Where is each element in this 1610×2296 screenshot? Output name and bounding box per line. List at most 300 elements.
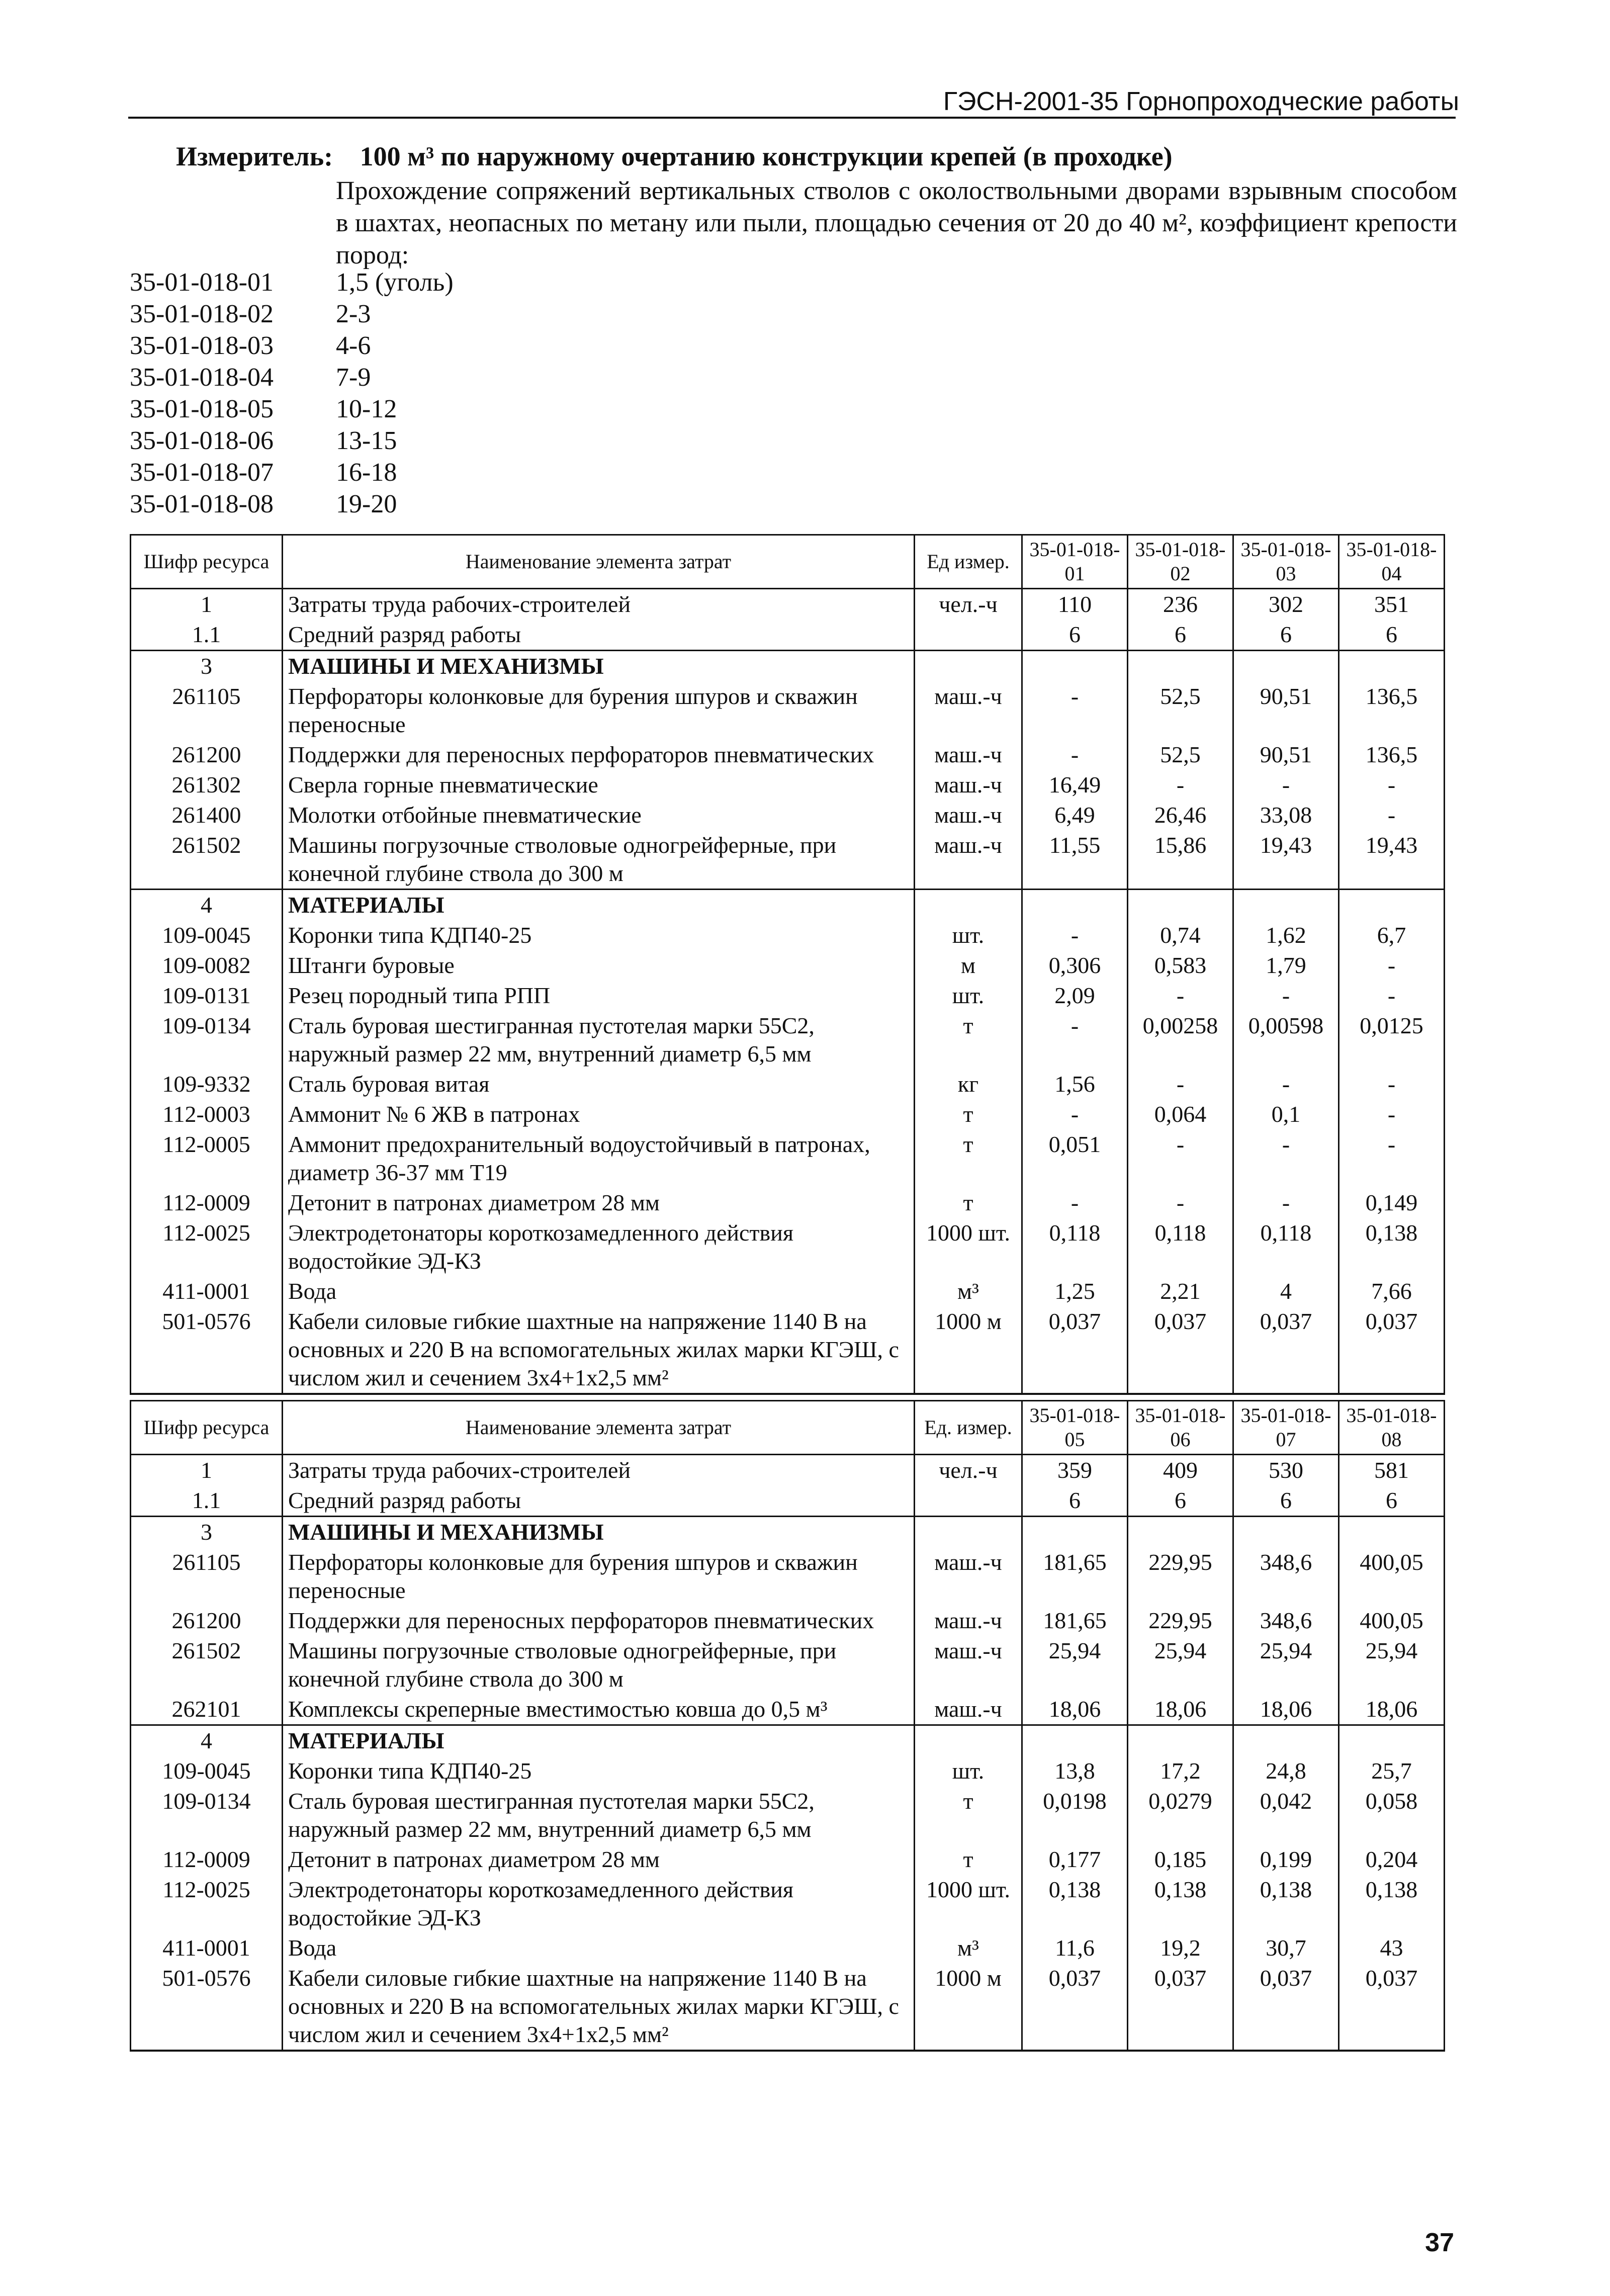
norm-value: - [1128, 1129, 1233, 1188]
table-row [131, 1844, 1445, 1875]
header-rule [128, 117, 1456, 119]
norm-value: 229,95 [1128, 1547, 1233, 1606]
resource-table-1 [130, 534, 1445, 1395]
norm-value: 0,051 [1022, 1129, 1128, 1188]
section-row [131, 651, 1445, 682]
norm-value: 6 [1233, 620, 1339, 651]
norm-value: 11,55 [1022, 830, 1128, 890]
norm-code: 35-01-018-01 [130, 268, 274, 297]
norm-value: 52,5 [1128, 681, 1233, 740]
norm-value: 33,08 [1233, 800, 1339, 830]
table-row [131, 740, 1445, 770]
cost-element-name: Сталь буровая витая [283, 1069, 915, 1099]
unit: шт. [915, 981, 1022, 1011]
rock-hardness-value: 4-6 [336, 331, 371, 360]
unit: кг [915, 1069, 1022, 1099]
norm-value: 11,6 [1022, 1933, 1128, 1963]
table-row [131, 1218, 1445, 1276]
norm-value: 348,6 [1233, 1606, 1339, 1636]
page-number: 37 [1425, 2228, 1454, 2257]
norm-code: 35-01-018-03 [130, 331, 274, 360]
norm-value: 25,94 [1233, 1636, 1339, 1694]
norm-value: 13,8 [1022, 1756, 1128, 1786]
norm-value: 0,199 [1233, 1844, 1339, 1875]
rock-hardness-value: 1,5 (уголь) [336, 268, 454, 297]
cost-element-name: Детонит в патронах диаметром 28 мм [283, 1188, 915, 1218]
resource-code: 262101 [131, 1694, 283, 1725]
norm-value: 0,00258 [1128, 1011, 1233, 1069]
rock-hardness-value: 10-12 [336, 395, 397, 423]
unit [915, 1485, 1022, 1517]
resource-code: 261105 [131, 1547, 283, 1606]
work-description: Прохождение сопряжений вертикальных стволов с околоствольными дворами взрывным способом в шахтах, неопасных по метану или пыли, площадью сечения от 20 до 40 м², коэффициент крепости пород: [336, 176, 1457, 270]
section-row [131, 1517, 1445, 1548]
norm-value [1339, 1725, 1445, 1756]
resource-code: 501-0576 [131, 1306, 283, 1394]
meter-line [176, 141, 1173, 172]
col-header-norm: 35-01-018-02 [1128, 535, 1233, 589]
norm-value: 0,204 [1339, 1844, 1445, 1875]
unit: м³ [915, 1276, 1022, 1306]
resource-code: 261502 [131, 830, 283, 890]
norm-value: 348,6 [1233, 1547, 1339, 1606]
norm-value: 6,49 [1022, 800, 1128, 830]
table-header-row [131, 1401, 1445, 1455]
norm-value: 26,46 [1128, 800, 1233, 830]
unit: маш.-ч [915, 740, 1022, 770]
norm-value: 18,06 [1339, 1694, 1445, 1725]
unit: чел.-ч [915, 589, 1022, 620]
norm-value: 0,138 [1128, 1875, 1233, 1933]
norm-value: - [1128, 981, 1233, 1011]
cost-element-name: Затраты труда рабочих-строителей [283, 1455, 915, 1486]
norm-code: 35-01-018-05 [130, 395, 274, 423]
running-header: ГЭСН-2001-35 Горнопроходческие работы [943, 87, 1459, 116]
table-row [131, 800, 1445, 830]
resource-table-2 [130, 1400, 1445, 2052]
rock-hardness-value: 13-15 [336, 426, 397, 455]
norm-value: 0,037 [1233, 1306, 1339, 1394]
norm-code-item [130, 393, 454, 425]
resource-code: 261200 [131, 1606, 283, 1636]
norm-value: 0,149 [1339, 1188, 1445, 1218]
norm-value: - [1022, 1011, 1128, 1069]
norm-value: 136,5 [1339, 681, 1445, 740]
unit: т [915, 1188, 1022, 1218]
norm-value [1233, 890, 1339, 921]
cost-element-name: Электродетонаторы короткозамедленного действия водостойкие ЭД-КЗ [283, 1875, 915, 1933]
norm-value: - [1022, 1188, 1128, 1218]
table-row [131, 981, 1445, 1011]
norm-value: 0,0125 [1339, 1011, 1445, 1069]
norm-value: 0,185 [1128, 1844, 1233, 1875]
cost-element-name: Электродетонаторы короткозамедленного действия водостойкие ЭД-КЗ [283, 1218, 915, 1276]
table-row [131, 950, 1445, 981]
norm-value: - [1128, 1188, 1233, 1218]
table-row [131, 920, 1445, 950]
cost-element-name: Машины погрузочные ствoловые одногрейферные, при конечной глубине ствола до 300 м [283, 830, 915, 890]
resource-code: 109-0045 [131, 1756, 283, 1786]
norm-value: 19,2 [1128, 1933, 1233, 1963]
norm-value: - [1022, 920, 1128, 950]
table-row [131, 1276, 1445, 1306]
unit [915, 1517, 1022, 1548]
norm-value: 52,5 [1128, 740, 1233, 770]
norm-value: 0,064 [1128, 1099, 1233, 1129]
norm-value: 0,037 [1128, 1963, 1233, 2051]
resource-code: 112-0005 [131, 1129, 283, 1188]
cost-element-name: Поддержки для переносных перфораторов пневматических [283, 1606, 915, 1636]
unit: 1000 шт. [915, 1875, 1022, 1933]
norm-value: - [1339, 1099, 1445, 1129]
norm-value [1128, 1517, 1233, 1548]
cost-element-name: Машины погрузочные ствoловые одногрейферные, при конечной глубине ствола до 300 м [283, 1636, 915, 1694]
unit: м [915, 950, 1022, 981]
resource-code: 112-0009 [131, 1188, 283, 1218]
norm-code-item [130, 425, 454, 457]
cost-element-name: МАТЕРИАЛЫ [283, 1725, 915, 1756]
norm-code: 35-01-018-07 [130, 458, 274, 487]
norm-value: 0,177 [1022, 1844, 1128, 1875]
unit: маш.-ч [915, 800, 1022, 830]
norm-value: 0,118 [1022, 1218, 1128, 1276]
table-row [131, 1188, 1445, 1218]
norm-code-item [130, 267, 454, 298]
col-header-name: Наименование элемента затрат [283, 535, 915, 589]
cost-element-name: Поддержки для переносных перфораторов пневматических [283, 740, 915, 770]
norm-value: 136,5 [1339, 740, 1445, 770]
norm-value: 1,56 [1022, 1069, 1128, 1099]
cost-element-name: Сталь буровая шестигранная пустотелая марки 55С2, наружный размер 22 мм, внутренний диаметр 6,5 мм [283, 1786, 915, 1844]
resource-code: 109-0134 [131, 1011, 283, 1069]
table-row [131, 1694, 1445, 1725]
resource-code: 1.1 [131, 1485, 283, 1517]
norm-code-item [130, 330, 454, 362]
norm-value [1022, 1517, 1128, 1548]
unit [915, 890, 1022, 921]
resource-code: 112-0025 [131, 1875, 283, 1933]
table-row [131, 1011, 1445, 1069]
col-header-unit: Ед измер. [915, 535, 1022, 589]
norm-value: 6,7 [1339, 920, 1445, 950]
norm-code-item [130, 362, 454, 393]
norm-value: 0,037 [1339, 1963, 1445, 2051]
norm-value: - [1233, 1188, 1339, 1218]
cost-element-name: Молотки отбойные пневматические [283, 800, 915, 830]
cost-element-name: Сверла горные пневматические [283, 770, 915, 800]
norm-code-list [130, 267, 454, 520]
norm-value [1233, 651, 1339, 682]
norm-value: 0,138 [1022, 1875, 1128, 1933]
resource-code: 261302 [131, 770, 283, 800]
unit: 1000 шт. [915, 1218, 1022, 1276]
unit: т [915, 1099, 1022, 1129]
unit [915, 651, 1022, 682]
norm-code: 35-01-018-02 [130, 300, 274, 328]
cost-element-name: Аммонит № 6 ЖВ в патронах [283, 1099, 915, 1129]
table-row [131, 1455, 1445, 1486]
norm-value: 19,43 [1233, 830, 1339, 890]
norm-value: 6 [1022, 620, 1128, 651]
resource-code: 261105 [131, 681, 283, 740]
norm-value: - [1022, 1099, 1128, 1129]
norm-value: 6 [1128, 1485, 1233, 1517]
col-header-norm: 35-01-018-05 [1022, 1401, 1128, 1455]
norm-value: - [1233, 981, 1339, 1011]
cost-element-name: МАШИНЫ И МЕХАНИЗМЫ [283, 1517, 915, 1548]
col-header-name: Наименование элемента затрат [283, 1401, 915, 1455]
norm-value [1339, 651, 1445, 682]
norm-value: - [1339, 800, 1445, 830]
norm-value: 90,51 [1233, 740, 1339, 770]
norm-value: 236 [1128, 589, 1233, 620]
table-row [131, 1756, 1445, 1786]
resource-code: 112-0009 [131, 1844, 283, 1875]
resource-code: 261200 [131, 740, 283, 770]
unit: м³ [915, 1933, 1022, 1963]
norm-value: 7,66 [1339, 1276, 1445, 1306]
cost-element-name: Затраты труда рабочих-строителей [283, 589, 915, 620]
norm-value: 181,65 [1022, 1547, 1128, 1606]
norm-value: 18,06 [1128, 1694, 1233, 1725]
norm-value [1233, 1725, 1339, 1756]
unit: шт. [915, 1756, 1022, 1786]
norm-value: 0,037 [1233, 1963, 1339, 2051]
norm-value: 0,118 [1233, 1218, 1339, 1276]
norm-value [1128, 1725, 1233, 1756]
unit: маш.-ч [915, 1636, 1022, 1694]
col-header-code: Шифр ресурса [131, 535, 283, 589]
section-row [131, 1725, 1445, 1756]
norm-value: 1,25 [1022, 1276, 1128, 1306]
norm-value: 0,138 [1339, 1875, 1445, 1933]
unit [915, 1725, 1022, 1756]
resource-code: 109-0134 [131, 1786, 283, 1844]
table-row [131, 1933, 1445, 1963]
norm-value: 1,79 [1233, 950, 1339, 981]
cost-element-name: Резец породный типа РПП [283, 981, 915, 1011]
norm-value: 0,138 [1339, 1218, 1445, 1276]
unit: т [915, 1011, 1022, 1069]
norm-value: - [1128, 770, 1233, 800]
resource-code: 1 [131, 1455, 283, 1486]
norm-value: 25,7 [1339, 1756, 1445, 1786]
norm-value: 19,43 [1339, 830, 1445, 890]
table-row [131, 770, 1445, 800]
table-row [131, 681, 1445, 740]
norm-value: 18,06 [1233, 1694, 1339, 1725]
norm-value: 0,037 [1339, 1306, 1445, 1394]
resource-code: 109-0131 [131, 981, 283, 1011]
norm-value: 0,00598 [1233, 1011, 1339, 1069]
norm-value: - [1128, 1069, 1233, 1099]
norm-value [1128, 890, 1233, 921]
norm-value: - [1339, 1129, 1445, 1188]
norm-code-item [130, 457, 454, 488]
resource-code: 109-0045 [131, 920, 283, 950]
cost-element-name: МАТЕРИАЛЫ [283, 890, 915, 921]
norm-code: 35-01-018-06 [130, 426, 274, 455]
norm-value: 25,94 [1022, 1636, 1128, 1694]
unit: т [915, 1844, 1022, 1875]
norm-value: 0,042 [1233, 1786, 1339, 1844]
cost-element-name: Кабели силовые гибкие шахтные на напряжение 1140 В на основных и 220 В на вспомогательных жилах марки КГЭШ, с числом жил и сечением 3х4+1х2,5 мм² [283, 1963, 915, 2051]
table-row [131, 620, 1445, 651]
norm-value: 0,037 [1022, 1306, 1128, 1394]
norm-value: 25,94 [1339, 1636, 1445, 1694]
norm-value: 2,21 [1128, 1276, 1233, 1306]
unit: маш.-ч [915, 830, 1022, 890]
norm-value: 15,86 [1128, 830, 1233, 890]
norm-value: 229,95 [1128, 1606, 1233, 1636]
cost-element-name: Аммонит предохранительный водоустойчивый в патронах, диаметр 36-37 мм Т19 [283, 1129, 915, 1188]
resource-code: 261502 [131, 1636, 283, 1694]
norm-value: 90,51 [1233, 681, 1339, 740]
unit: маш.-ч [915, 770, 1022, 800]
col-header-unit: Ед. измер. [915, 1401, 1022, 1455]
norm-value: 0,74 [1128, 920, 1233, 950]
norm-value: - [1339, 1069, 1445, 1099]
norm-value: - [1233, 1069, 1339, 1099]
norm-value: 0,058 [1339, 1786, 1445, 1844]
norm-value: 17,2 [1128, 1756, 1233, 1786]
norm-value: 18,06 [1022, 1694, 1128, 1725]
table-row [131, 1306, 1445, 1394]
norm-value: 409 [1128, 1455, 1233, 1486]
cost-element-name: Перфораторы колонковые для бурения шпуров и скважин переносные [283, 1547, 915, 1606]
table-row [131, 1129, 1445, 1188]
unit [915, 620, 1022, 651]
norm-code: 35-01-018-04 [130, 363, 274, 392]
col-header-norm: 35-01-018-04 [1339, 535, 1445, 589]
norm-value [1339, 1517, 1445, 1548]
table-row [131, 1099, 1445, 1129]
unit: 1000 м [915, 1963, 1022, 2051]
norm-value: 0,0198 [1022, 1786, 1128, 1844]
norm-value: 6 [1339, 620, 1445, 651]
cost-element-name: Штанги буровые [283, 950, 915, 981]
norm-value: - [1022, 681, 1128, 740]
table-header-row [131, 535, 1445, 589]
unit: маш.-ч [915, 1606, 1022, 1636]
cost-element-name: Комплексы скреперные вместимостью ковша до 0,5 м³ [283, 1694, 915, 1725]
section-row [131, 890, 1445, 921]
norm-value: 25,94 [1128, 1636, 1233, 1694]
col-header-norm: 35-01-018-03 [1233, 535, 1339, 589]
unit: шт. [915, 920, 1022, 950]
norm-value [1022, 1725, 1128, 1756]
table-row [131, 1963, 1445, 2051]
cost-element-name: Сталь буровая шестигранная пустотелая марки 55С2, наружный размер 22 мм, внутренний диаметр 6,5 мм [283, 1011, 915, 1069]
unit: 1000 м [915, 1306, 1022, 1394]
table-row [131, 1786, 1445, 1844]
table-row [131, 1547, 1445, 1606]
norm-value: 0,306 [1022, 950, 1128, 981]
norm-value: 6 [1128, 620, 1233, 651]
norm-value [1022, 890, 1128, 921]
col-header-code: Шифр ресурса [131, 1401, 283, 1455]
norm-value: - [1233, 770, 1339, 800]
cost-element-name: Вода [283, 1276, 915, 1306]
norm-value: - [1233, 1129, 1339, 1188]
unit: маш.-ч [915, 681, 1022, 740]
norm-value: 0,037 [1128, 1306, 1233, 1394]
norm-value: 0,118 [1128, 1218, 1233, 1276]
norm-code-item [130, 298, 454, 330]
norm-value: 359 [1022, 1455, 1128, 1486]
resource-code: 109-9332 [131, 1069, 283, 1099]
norm-value: 0,037 [1022, 1963, 1128, 2051]
rock-hardness-value: 16-18 [336, 458, 397, 487]
norm-value: 2,09 [1022, 981, 1128, 1011]
col-header-norm: 35-01-018-06 [1128, 1401, 1233, 1455]
resource-code: 109-0082 [131, 950, 283, 981]
unit: маш.-ч [915, 1547, 1022, 1606]
norm-value: - [1339, 770, 1445, 800]
table-row [131, 1875, 1445, 1933]
unit: маш.-ч [915, 1694, 1022, 1725]
norm-value: 43 [1339, 1933, 1445, 1963]
cost-element-name: Вода [283, 1933, 915, 1963]
norm-value: 530 [1233, 1455, 1339, 1486]
cost-element-name: Средний разряд работы [283, 620, 915, 651]
resource-code: 3 [131, 651, 283, 682]
resource-code: 4 [131, 1725, 283, 1756]
norm-value: 351 [1339, 589, 1445, 620]
norm-value [1233, 1517, 1339, 1548]
resource-code: 3 [131, 1517, 283, 1548]
norm-value [1339, 890, 1445, 921]
norm-value: 181,65 [1022, 1606, 1128, 1636]
rock-hardness-value: 2-3 [336, 300, 371, 328]
cost-element-name: Средний разряд работы [283, 1485, 915, 1517]
cost-element-name: Перфораторы колонковые для бурения шпуров и скважин переносные [283, 681, 915, 740]
col-header-norm: 35-01-018-07 [1233, 1401, 1339, 1455]
meter-text: 100 м³ по наружному очертанию конструкции крепей (в проходке) [360, 141, 1173, 171]
norm-value: 0,138 [1233, 1875, 1339, 1933]
norm-value: 6 [1339, 1485, 1445, 1517]
table-row [131, 1636, 1445, 1694]
unit: чел.-ч [915, 1455, 1022, 1486]
norm-value: - [1339, 981, 1445, 1011]
cost-element-name: Коронки типа КДП40-25 [283, 920, 915, 950]
resource-code: 261400 [131, 800, 283, 830]
norm-value: - [1339, 950, 1445, 981]
cost-element-name: Коронки типа КДП40-25 [283, 1756, 915, 1786]
table-row [131, 1069, 1445, 1099]
cost-element-name: МАШИНЫ И МЕХАНИЗМЫ [283, 651, 915, 682]
resource-code: 1.1 [131, 620, 283, 651]
norm-value: 16,49 [1022, 770, 1128, 800]
meter-label: Измеритель: [176, 141, 333, 171]
cost-element-name: Детонит в патронах диаметром 28 мм [283, 1844, 915, 1875]
norm-value: 302 [1233, 589, 1339, 620]
unit: т [915, 1786, 1022, 1844]
resource-code: 1 [131, 589, 283, 620]
table-row [131, 1485, 1445, 1517]
resource-code: 112-0025 [131, 1218, 283, 1276]
table-row [131, 1606, 1445, 1636]
table-row [131, 830, 1445, 890]
norm-value: 0,583 [1128, 950, 1233, 981]
norm-value: - [1022, 740, 1128, 770]
norm-value: 400,05 [1339, 1606, 1445, 1636]
norm-value [1128, 651, 1233, 682]
norm-code-item [130, 488, 454, 520]
norm-value: 1,62 [1233, 920, 1339, 950]
norm-value: 0,0279 [1128, 1786, 1233, 1844]
norm-value: 0,1 [1233, 1099, 1339, 1129]
